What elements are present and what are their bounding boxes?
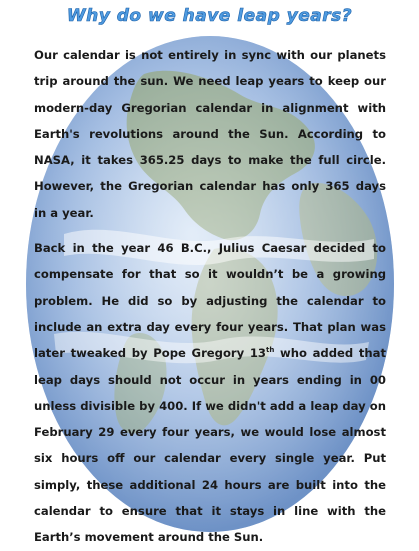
page-title: Why do we have leap years? [66, 6, 353, 26]
paragraph-2 [34, 235, 386, 551]
paragraph-1: Our calendar is not entirely in sync with our planets trip around the sun. We need leap years to keep our modern-day Gregorian calendar in alignment with Earth's revolutions around the Sun. According to NASA, it takes 365.25 days to make the full circle. However, the Gregorian calendar has only 365 days in a year. [34, 48, 386, 220]
paragraph-2-part-1: Back in the year 46 B.C., Julius Caesar decided to compensate for that so it wouldn’t be a growing problem. He did so by adjusting the calendar to include an extra day every four years. That plan was later tweaked by Pope Gregory 13 [34, 241, 386, 361]
article-body [34, 42, 386, 551]
ordinal-superscript: th [265, 346, 275, 355]
paragraph-2-part-2: who added that leap days should not occur in years ending in 00 unless divisible by 400. If we didn't add a leap day on February 29 every four years, we would lose almost six hours off our calendar every single year. Put simply, these additional 24 hours are built into the calendar to ensure that it stays in line with the Earth’s movement around the Sun. [34, 346, 386, 545]
